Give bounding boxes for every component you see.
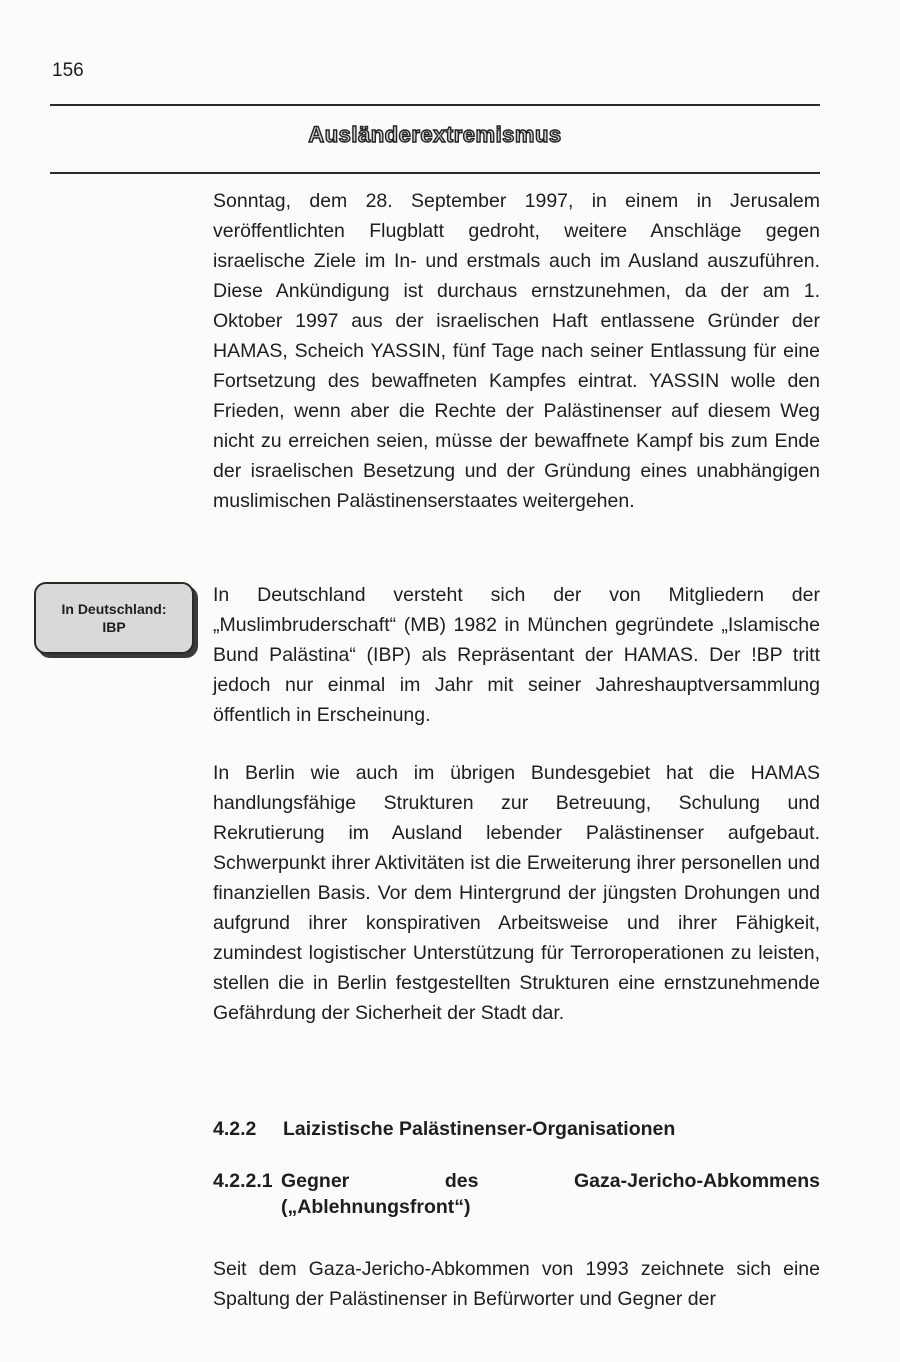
page-number: 156 (52, 60, 84, 81)
header-rule-top (50, 104, 820, 106)
margin-label-line2: IBP (102, 619, 126, 635)
subsection-number: 4.2.2.1 (213, 1170, 273, 1192)
subsection-title: Gegner des Gaza-Jericho-Abkommens („Ablehnungsfront“) (281, 1170, 820, 1218)
section-title: Laizistische Palästinenser-Organisationen (283, 1118, 676, 1140)
paragraph-hamas-threat: Sonntag, dem 28. September 1997, in einem in Jerusalem veröffentlichten Flugblatt gedroht, weitere Anschläge gegen israelische Ziele im In- und erstmals auch im Ausland auszuführen. Diese Ankündigung ist durchaus ernstzunehmen, da der am 1. Oktober 1997 aus der israelischen Haft entlassene Gründer der HAMAS, Scheich YASSIN, fünf Tage nach seiner Entlassung für eine Fortsetzung des bewaffneten Kampfes eintrat. YASSIN wolle den Frieden, wenn aber die Rechte der Palästinenser auf diesem Weg nicht zu erreichen seien, müsse der bewaffnete Kampf bis zum Ende der israelischen Besetzung und der Gründung eines unabhängigen muslimischen Palästinenserstaates weitergehen. (213, 190, 820, 512)
margin-label-ibp (34, 582, 194, 654)
paragraph-berlin-structures: In Berlin wie auch im übrigen Bundesgebiet hat die HAMAS handlungsfähige Strukturen zur Betreuung, Schulung und Rekrutierung im Ausland lebender Palästinenser aufgebaut. Schwerpunkt ihrer Aktivitäten ist die Erweiterung ihrer personellen und finanziellen Basis. Vor dem Hintergrund der jüngsten Drohungen und aufgrund ihrer konspirativen Arbeitsweise und ihrer Fähigkeit, zumindest logistischer Unterstützung für Terroroperationen zu leisten, stellen die in Berlin festgestellten Strukturen eine ernstzunehmende Gefährdung der Sicherheit der Stadt dar. (213, 762, 820, 1024)
section-number: 4.2.2 (213, 1118, 257, 1140)
section-heading-4-2-2 (213, 1118, 675, 1141)
running-header-title: Ausländerextremismus (308, 122, 562, 147)
header-rule-bottom (50, 172, 820, 174)
paragraph-split: Seit dem Gaza-Jericho-Abkommen von 1993 zeichnete sich eine Spaltung der Palästinenser in Befürworter und Gegner der (213, 1258, 820, 1310)
margin-label-line1: In Deutschland: (61, 601, 167, 617)
paragraph-ibp: In Deutschland versteht sich der von Mitgliedern der „Muslimbruderschaft“ (MB) 1982 in München gegründete „Islamische Bund Palästina“ (IBP) als Repräsentant der HAMAS. Der !BP tritt jedoch nur einmal im Jahr mit seiner Jahreshauptversammlung öffentlich in Erscheinung. (213, 584, 820, 726)
subsection-heading-4-2-2-1 (213, 1168, 820, 1220)
